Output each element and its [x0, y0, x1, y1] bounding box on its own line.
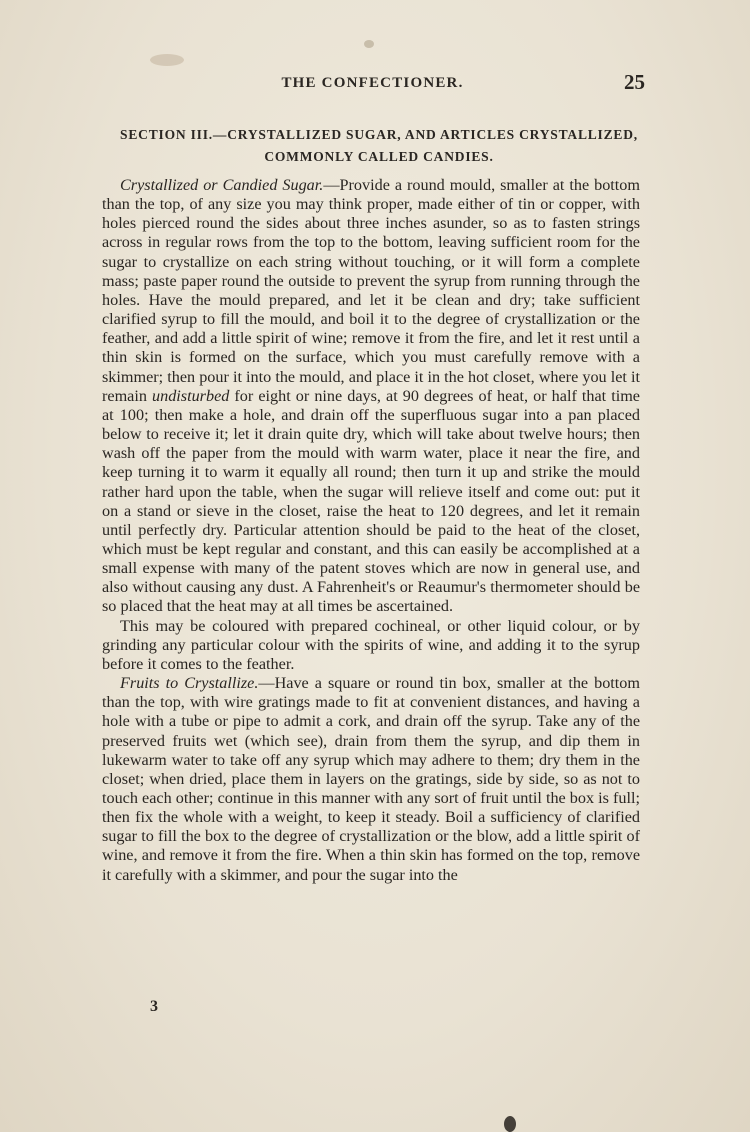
paragraph — [102, 176, 640, 617]
paragraph — [102, 617, 640, 674]
page-number: 25 — [624, 70, 645, 94]
foxing-stain — [150, 54, 184, 66]
section-title: SECTION III.—CRYSTALLIZED SUGAR, AND ARTICLES CRYSTALLIZED, COMMONLY CALLED CANDIES. — [120, 127, 638, 164]
running-head: THE CONFECTIONER. — [281, 75, 464, 91]
body-text — [102, 176, 640, 885]
paragraph-heading: Crystallized or Candied Sugar. — [120, 176, 324, 194]
paragraph-text: This may be coloured with prepared cochineal, or other liquid colour, or by grinding any particular colour with the spirits of wine, and adding it to the syrup before it comes to the feather. — [102, 616, 640, 673]
paragraph — [102, 674, 640, 885]
paragraph-heading: Fruits to Crystallize. — [120, 674, 259, 693]
emphasis-text: undisturbed — [152, 386, 230, 405]
signature-mark: 3 — [150, 998, 158, 1015]
paragraph-text: —Provide a round mould, smaller at the bottom than the top, of any size you may think proper, made either of tin or copper, with holes pierced round the sides about three inches asunder, so as to fasten strings across in regular rows from the top to the bottom, leaving sufficient room for the sugar to crystallize on each string without touching, or it will form a complete mass; paste paper round the outside to prevent the syrup from running through the holes. Have the mould prepared, and let it be clean and dry; take sufficient clarified syrup to fill the mould, and boil it to the degree of crystallization or the feather, and add a little spirit of wine; remove it from the fire, and let it rest until a thin skin is formed on the surface, which you must carefully remove with a skimmer; then pour it into the mould, and place it in the hot closet, where you let it remain — [102, 176, 640, 405]
paragraph-text: for eight or nine days, at 90 degrees of heat, or half that time at 100; then make a hole, and drain off the superfluous sugar into a pan placed below to receive it; let it drain quite dry, which will take about twelve hours; then wash off the paper from the mould with warm water, place it near the fire, and keep turning it to warm it equally all round; then turn it up and strike the mould rather hard upon the table, when the sugar will relieve itself and come out: put it on a stand or sieve in the closet, raise the heat to 120 degrees, and let it remain until perfectly dry. Particular attention should be paid to the heat of the closet, which must be kept regular and constant, and this can easily be accomplished at a small expense with many of the patent stoves which are now in general use, and also without causing any dust. A Fahrenheit's or Reaumur's thermometer should be so placed that the heat may at all times be ascertained. — [102, 386, 640, 616]
foxing-stain — [504, 1116, 516, 1132]
page-header — [100, 70, 645, 96]
foxing-stain — [364, 40, 374, 48]
paragraph-text: —Have a square or round tin box, smaller at the bottom than the top, with wire gratings made to fit at convenient distances, and having a hole with a tube or pipe to admit a cork, and drain off the syrup. Take any of the preserved fruits wet (which see), drain from them the syrup, and dip them in lukewarm water to take off any syrup which may adhere to them; dry them in the closet; when dried, place them in layers on the gratings, side by side, so as not to touch each other; continue in this manner with any sort of fruit until the box is full; then fix the whole with a weight, to keep it steady. Boil a sufficiency of clarified sugar to fill the box to the degree of crystallization or the blow, add a little spirit of wine, and remove it from the fire. When a thin skin has formed on the top, remove it carefully with a skimmer, and pour the sugar into the — [102, 674, 640, 884]
